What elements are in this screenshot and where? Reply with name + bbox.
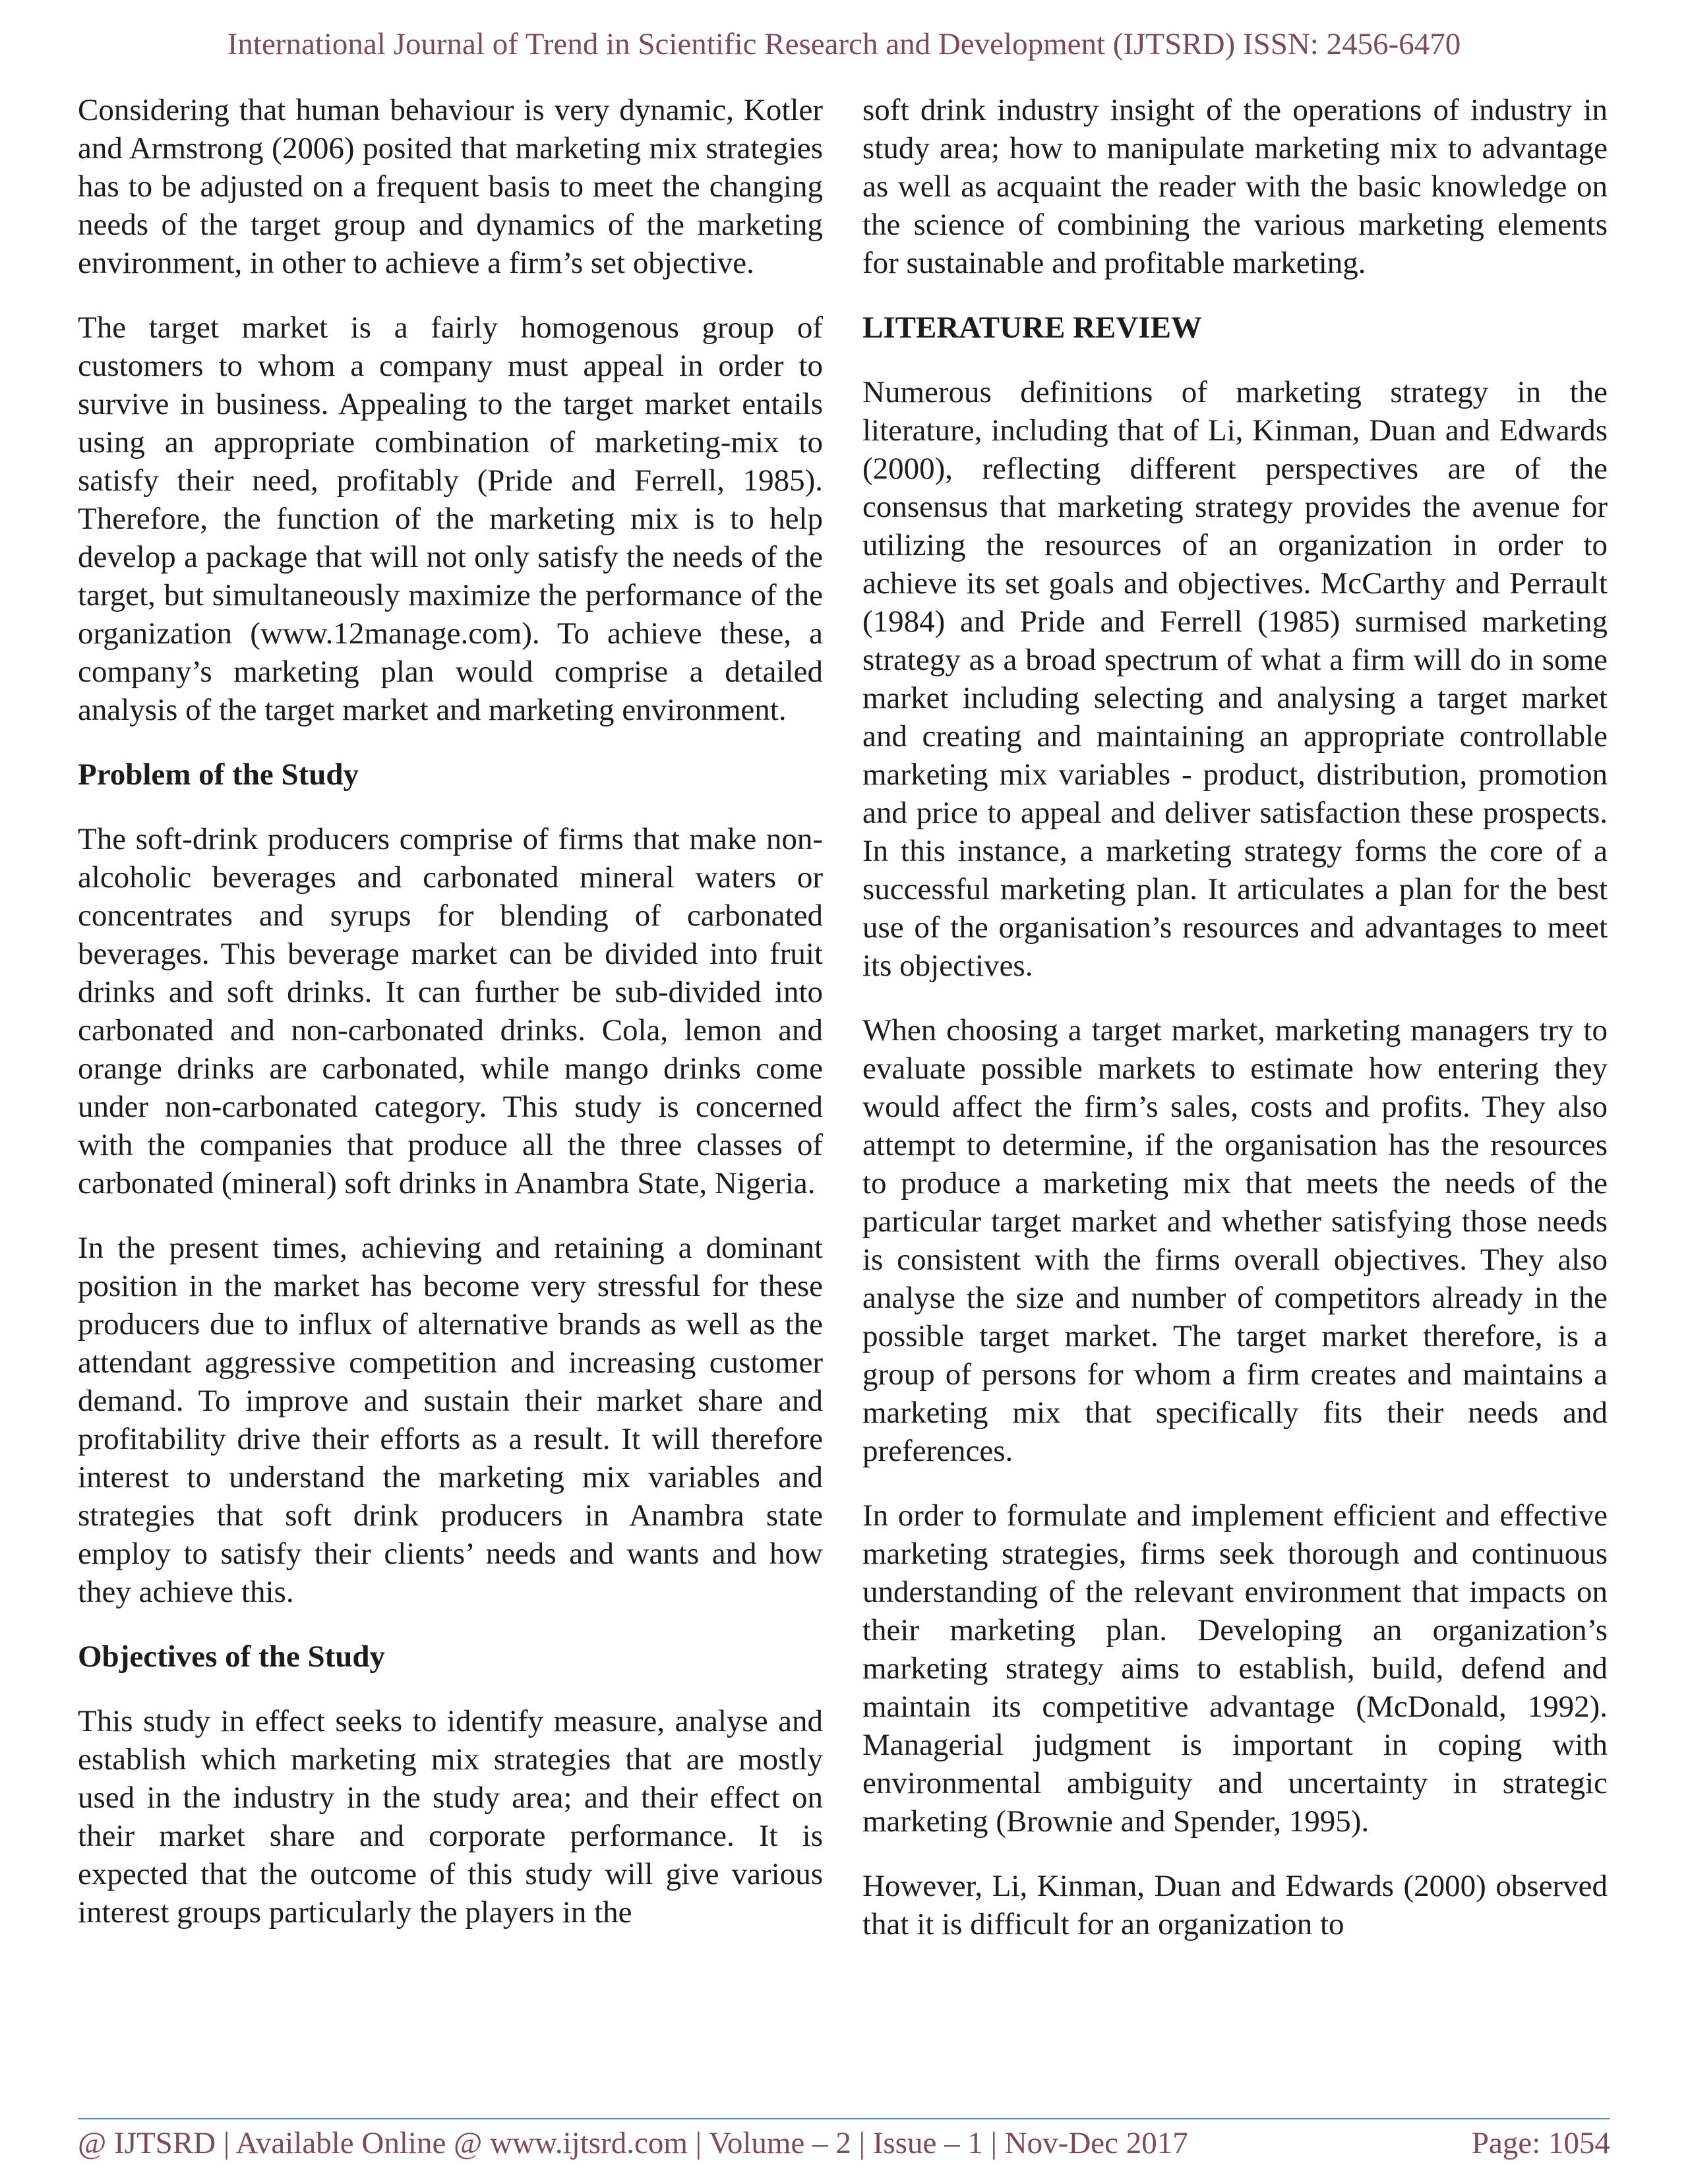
paragraph: When choosing a target market, marketing managers try to evaluate possible markets to estimate how entering they would affect the firm’s sales, costs and profits. They also attempt to determine, if the organisation has the resources to produce a marketing mix that meets the needs of the particular target market and whether satisfying those needs is consistent with the firms overall objectives. They also analyse the size and number of competitors already in the possible target market. The target market therefore, is a group of persons for whom a firm creates and maintains a marketing mix that specifically fits their needs and preferences. — [862, 1013, 1608, 1468]
page-footer — [78, 2120, 1610, 2166]
paragraph: However, Li, Kinman, Duan and Edwards (2000) observed that it is difficult for an organization to — [862, 1869, 1608, 1941]
paragraph: The soft-drink producers comprise of firms that make non-alcoholic beverages and carbonated mineral waters or concentrates and syrups for blending of carbonated beverages. This beverage market can be divided into fruit drinks and soft drinks. It can further be sub-divided into carbonated and non-carbonated drinks. Cola, lemon and orange drinks are carbonated, while mango drinks come under non-carbonated category. This study is concerned with the companies that produce all the three classes of carbonated (mineral) soft drinks in Anambra State, Nigeria. — [78, 822, 823, 1200]
left-column — [78, 91, 823, 1958]
right-column — [862, 91, 1608, 1970]
paragraph: This study in effect seeks to identify measure, analyse and establish which marketing mix strategies that are mostly used in the industry in the study area; and their effect on their market share and corporate performance. It is expected that the outcome of this study will give various interest groups particularly the players in the — [78, 1704, 823, 1930]
section-heading-literature: LITERATURE REVIEW — [862, 310, 1202, 345]
section-heading-problem: Problem of the Study — [78, 757, 359, 792]
paragraph: soft drink industry insight of the operations of industry in study area; how to manipulate marketing mix to advantage as well as acquaint the reader with the basic knowledge on the science of combining the various marketing elements for sustainable and profitable marketing. — [862, 93, 1608, 280]
paragraph: Considering that human behaviour is very dynamic, Kotler and Armstrong (2006) posited that marketing mix strategies has to be adjusted on a frequent basis to meet the changing needs of the target group and dynamics of the marketing environment, in other to achieve a firm’s set objective. — [78, 93, 823, 280]
section-heading-objectives: Objectives of the Study — [78, 1639, 386, 1674]
footer-publication-info: @ IJTSRD | Available Online @ www.ijtsrd.com | Volume – 2 | Issue – 1 | Nov-Dec 2017 — [78, 2126, 1188, 2160]
page-number: Page: 1054 — [1471, 2126, 1610, 2160]
paragraph: The target market is a fairly homogenous group of customers to whom a company must appeal in order to survive in business. Appealing to the target market entails using an appropriate combination of marketing-mix to satisfy their need, profitably (Pride and Ferrell, 1985). Therefore, the function of the marketing mix is to help develop a package that will not only satisfy the needs of the target, but simultaneously maximize the performance of the organization (www.12manage.com). To achieve these, a company’s marketing plan would comprise a detailed analysis of the target market and marketing environment. — [78, 310, 823, 727]
journal-header: International Journal of Trend in Scientific Research and Development (IJTSRD) ISSN: 2456-6470 — [227, 27, 1461, 61]
paragraph: In the present times, achieving and retaining a dominant position in the market has become very stressful for these producers due to influx of alternative brands as well as the attendant aggressive competition and increasing customer demand. To improve and sustain their market share and profitability drive their efforts as a result. It will therefore interest to understand the marketing mix variables and strategies that soft drink producers in Anambra state employ to satisfy their clients’ needs and wants and how they achieve this. — [78, 1231, 823, 1609]
paragraph: In order to formulate and implement efficient and effective marketing strategies, firms seek thorough and continuous understanding of the relevant environment that impacts on their marketing plan. Developing an organization’s marketing strategy aims to establish, build, defend and maintain its competitive advantage (McDonald, 1992). Managerial judgment is important in coping with environmental ambiguity and uncertainty in strategic marketing (Brownie and Spender, 1995). — [862, 1498, 1608, 1839]
paragraph: Numerous definitions of marketing strategy in the literature, including that of Li, Kinman, Duan and Edwards (2000), reflecting different perspectives are of the consensus that marketing strategy provides the avenue for utilizing the resources of an organization in order to achieve its set goals and objectives. McCarthy and Perrault (1984) and Pride and Ferrell (1985) surmised marketing strategy as a broad spectrum of what a firm will do in some market including selecting and analysing a target market and creating and maintaining an appropriate controllable marketing mix variables - product, distribution, promotion and price to appeal and deliver satisfaction these prospects. In this instance, a marketing strategy forms the core of a successful marketing plan. It articulates a plan for the best use of the organisation’s resources and advantages to meet its objectives. — [862, 375, 1608, 983]
footer-divider — [78, 2118, 1610, 2119]
